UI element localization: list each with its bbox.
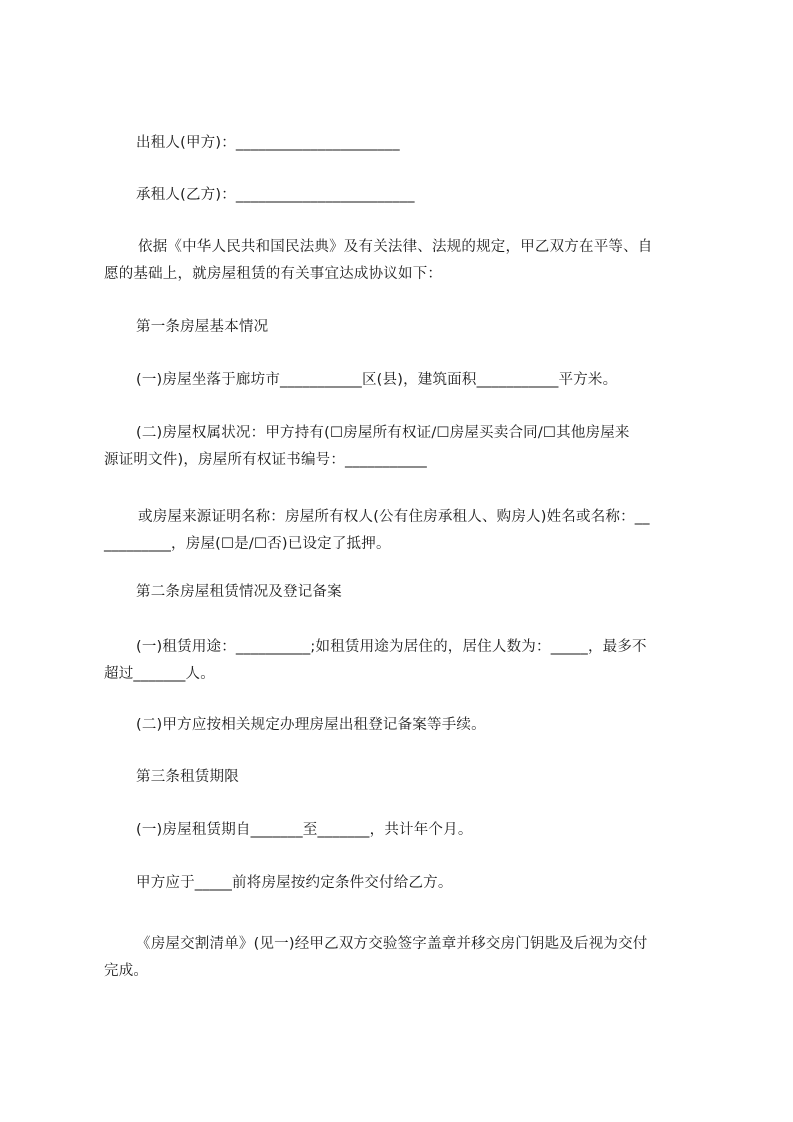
article-3-title: 第三条租赁期限 xyxy=(136,769,239,785)
article-1-item-3-line-1: 或房屋来源证明名称：房屋所有权人(公有住房承租人、购房人)姓名或名称：__ xyxy=(138,509,650,525)
article-1-item-2-line-2: 源证明文件)，房屋所有权证书编号：___________ xyxy=(104,452,428,468)
article-1-title: 第一条房屋基本情况 xyxy=(136,319,269,335)
preamble-line-1: 依据《中华人民共和国民法典》及有关法律、法规的规定，甲乙双方在平等、自 xyxy=(138,239,653,255)
article-3-handover xyxy=(104,931,704,985)
article-1-item-2-line-1: (二)房屋权属状况：甲方持有(☐房屋所有权证/☐房屋买卖合同/☐其他房屋来 xyxy=(136,425,630,441)
article-2-item-1-line-2: 超过_______人。 xyxy=(104,666,215,682)
article-1-item-3-line-2: _________，房屋(☐是/☐否)已设定了抵押。 xyxy=(104,536,391,552)
article-2-item-1 xyxy=(104,634,704,688)
article-2-item-1-line-1: (一)租赁用途：__________;如租赁用途为居住的，居住人数为：_____，最多不 xyxy=(136,639,647,655)
article-3-handover-line-2: 完成。 xyxy=(104,963,149,979)
article-3-handover-line-1: 《房屋交割清单》(见一)经甲乙双方交验签字盖章并移交房门钥匙及后视为交付 xyxy=(136,936,648,952)
article-3-delivery-line: 甲方应于_____前将房屋按约定条件交付给乙方。 xyxy=(136,875,453,891)
lessee-line: 承租人(乙方)：________________________ xyxy=(136,187,415,203)
article-1-item-3 xyxy=(104,504,704,558)
lessor-line: 出租人(甲方)：______________________ xyxy=(136,135,400,151)
article-2-title: 第二条房屋租赁情况及登记备案 xyxy=(136,584,342,600)
article-1-item-2 xyxy=(104,420,704,474)
article-3-item-1: (一)房屋租赁期自_______至_______，共计年个月。 xyxy=(136,822,473,838)
article-2-item-2: (二)甲方应按相关规定办理房屋出租登记备案等手续。 xyxy=(136,717,486,733)
preamble-paragraph xyxy=(104,234,704,288)
article-1-item-1: (一)房屋坐落于廊坊市___________区(县)，建筑面积___________平方米。 xyxy=(136,372,618,388)
preamble-line-2: 愿的基础上，就房屋租赁的有关事宜达成协议如下： xyxy=(104,266,443,282)
